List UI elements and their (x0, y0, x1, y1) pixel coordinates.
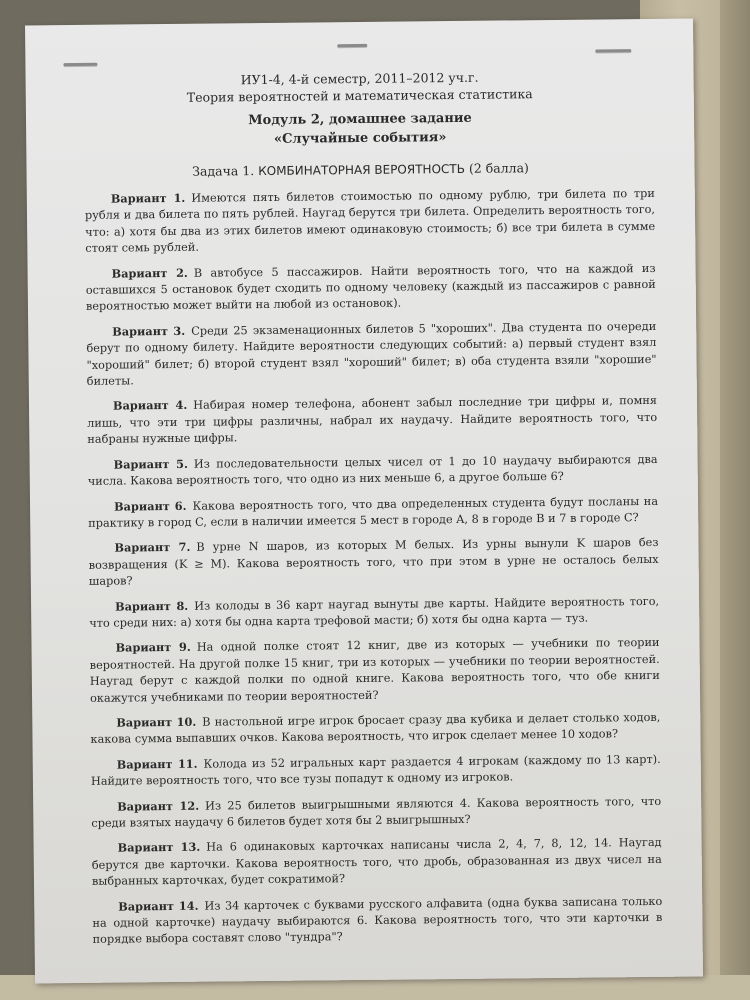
variant-label: Вариант 4. (112, 398, 188, 414)
variant-label: Вариант 1. (110, 190, 186, 206)
variant-item (87, 392, 657, 448)
variant-text: На 6 одинаковых карточках написаны числа 2, 4, 7, 8, 12, 14. Наугад берутся две карточки. Какова вероятность того, что дробь, образованная из двух чисел на выбранных карточках, будет сократимой? (91, 836, 662, 889)
variant-label: Вариант 6. (113, 498, 187, 514)
variant-text: Из 34 карточек с буквами русского алфавита (одна буква записана только на одной карточке) наудачу выбираются 6. Какова вероятность того, что эти карточки в порядке выбора составят слово "тундра"? (92, 894, 663, 947)
variant-label: Вариант 12. (117, 798, 200, 814)
variant-item (90, 709, 660, 749)
variant-label: Вариант 3. (112, 323, 186, 339)
variant-label: Вариант 5. (113, 456, 188, 472)
staple-center (337, 44, 367, 47)
variant-text: Имеются пять билетов стоимостью по одному рублю, три билета по три рубля и два билета по пять рублей. Наугад берутся три билета. Определить вероятность того, что: а) хотя бы два из этих билетов имеют одинаковую стоимость; б) все три билета в сумме стоят семь рублей. (84, 186, 656, 256)
variant-list (85, 185, 663, 957)
variant-label: Вариант 2. (111, 265, 188, 281)
staple-left (63, 63, 97, 66)
variant-label: Вариант 11. (116, 756, 198, 772)
variant-item (91, 792, 661, 832)
subject-line: Теория вероятностей и математическая статистика (186, 86, 533, 105)
variant-item (89, 634, 660, 707)
variant-text: На одной полке стоят 12 книг, две из которых — учебники по теории вероятностей. На другой полке 15 книг, три из которых — учебники по теории вероятностей. Наугад берут с каждой полки по одной книге. Какова вероятность того, что обе книги окажутся учебниками по теории вероятностей? (89, 636, 660, 705)
variant-text: Из 25 билетов выигрышными являются 4. Какова вероятность того, что среди взятых наудачу 6 билетов будет хотя бы 2 выигрышных? (91, 794, 662, 830)
task-label: Задача 1. (192, 163, 255, 179)
variant-item (85, 185, 656, 258)
variant-item (88, 534, 658, 590)
variant-label: Вариант 9. (115, 640, 191, 655)
course-line: ИУ1-4, 4-й семестр, 2011–2012 уч.г. (240, 69, 479, 88)
task-points: (2 балла) (468, 160, 529, 176)
variant-item (88, 451, 658, 491)
variant-item (89, 592, 659, 632)
staple-right (595, 49, 631, 52)
variant-text: Колода из 52 игральных карт раздается 4 игрокам (каждому по 13 карт). Найдите вероятность того, что все тузы попадут к одному из игроков. (90, 752, 661, 789)
variant-label: Вариант 14. (118, 898, 199, 914)
variant-item (91, 751, 661, 791)
variant-text: Какова вероятность того, что два определенных студента будут посланы на практику в город C, если в наличии имеется 5 мест в городе A, 8 в городе B и 7 в городе C? (88, 494, 659, 530)
topic-title: «Случайные события» (273, 130, 447, 147)
variant-item (86, 318, 657, 391)
variant-item (86, 260, 656, 316)
variant-label: Вариант 7. (114, 540, 191, 555)
variant-text: Среди 25 экзаменационных билетов 5 "хороших". Два студента по очереди берут по одному билету. Найдите вероятности следующих событий: а) первый студент взял "хороший" билет; б) второй студент взял "хороший" билет; в) оба студента взяли "хорошие" билеты. (86, 319, 657, 388)
variant-label: Вариант 8. (115, 598, 189, 614)
variant-label: Вариант 13. (117, 840, 201, 855)
variant-text: В урне N шаров, из которых M белых. Из урны вынули K шаров без возвращения (K ≥ M). Какова вероятность того, что при этом в урне не осталось белых шаров? (88, 536, 659, 588)
variant-item (92, 892, 662, 948)
variant-item (92, 834, 662, 890)
variant-text: Из колоды в 36 карт наугад вынуты две карты. Найдите вероятность того, что среди них: а) хотя бы одна карта трефовой масти; б) хотя бы одна карта — туз. (89, 594, 660, 630)
variant-item (88, 492, 658, 532)
module-title: Модуль 2, домашнее задание (248, 110, 472, 129)
folder-edge (720, 0, 750, 1000)
variant-label: Вариант 10. (116, 714, 197, 730)
variant-text: Набирая номер телефона, абонент забыл последние три цифры и, помня лишь, что эти три цифры различны, набрал их наудачу. Найдите вероятность того, что набраны нужные цифры. (87, 394, 658, 447)
task-title: КОМБИНАТОРНАЯ ВЕРОЯТНОСТЬ (258, 161, 465, 179)
variant-text: В автобусе 5 пассажиров. Найти вероятность того, что на каждой из оставшихся 5 остановок будет сходить по одному человеку (каждый из пассажиров с равной вероятностью может выйти на любой из остановок). (85, 261, 656, 314)
document-page (25, 19, 703, 984)
document-header (26, 66, 695, 151)
variant-text: В настольной игре игрок бросает сразу два кубика и делает столько ходов, какова сумма выпавших очков. Какова вероятность, что игрок сделает менее 10 ходов? (90, 710, 661, 747)
variant-text: Из последовательности целых чисел от 1 до 10 наудачу выбираются два числа. Какова вероятность того, что одно из них меньше 6, а другое больше 6? (87, 452, 658, 488)
task-heading (26, 158, 694, 180)
